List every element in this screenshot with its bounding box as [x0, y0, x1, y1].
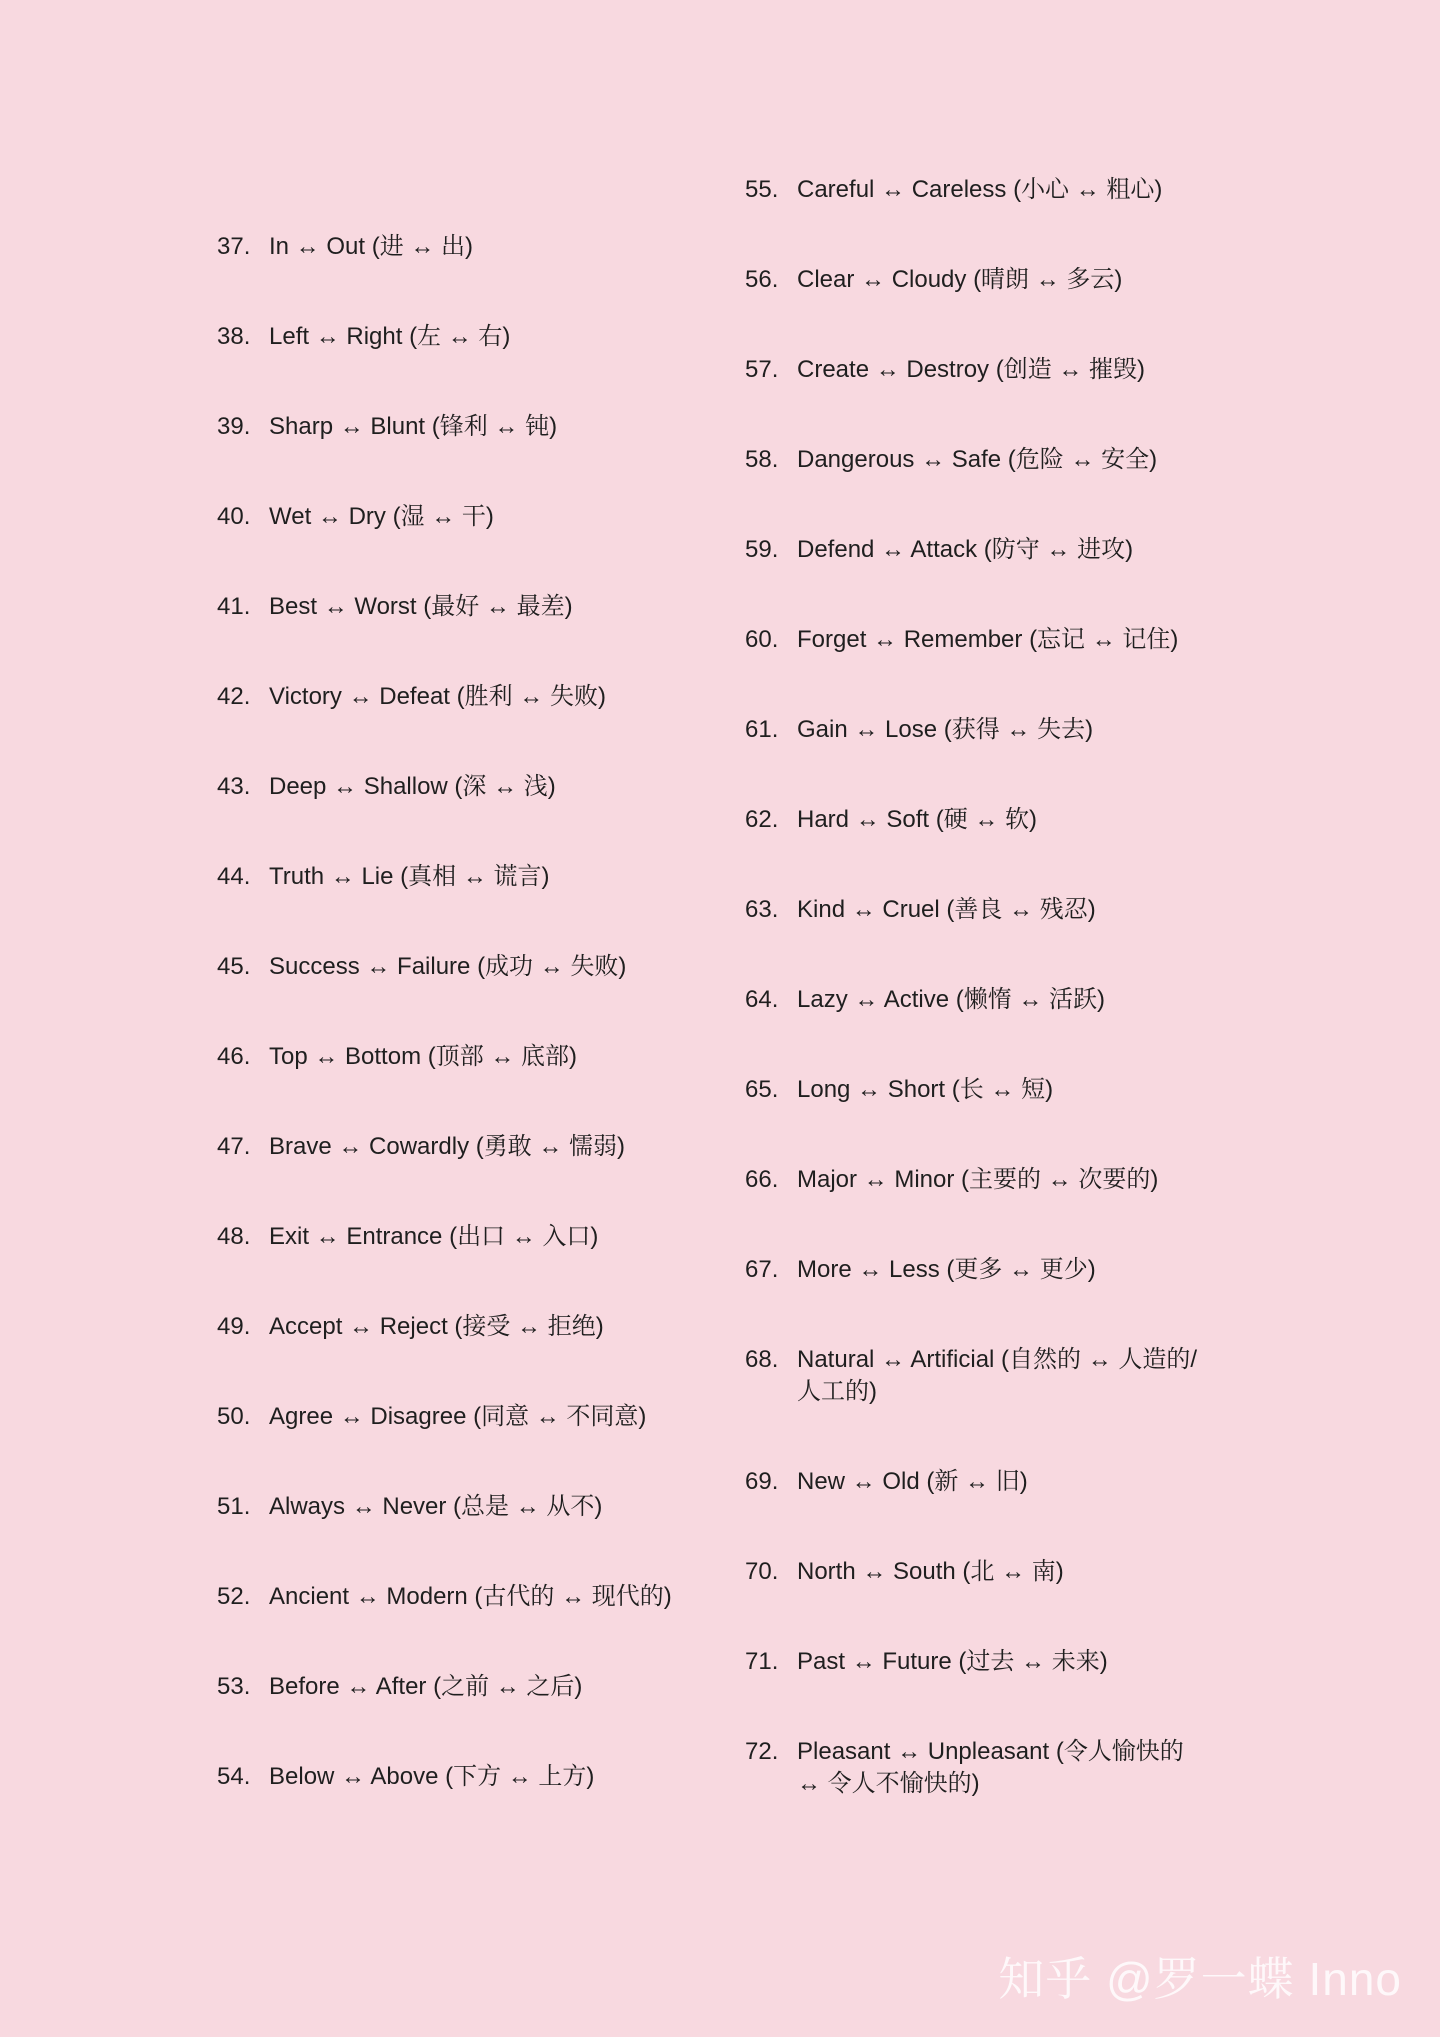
- list-item: [217, 951, 737, 983]
- list-item: [217, 1671, 737, 1703]
- list-item: [217, 681, 737, 713]
- item-number: 47.: [217, 1133, 251, 1160]
- item-text: Lazy ↔ Active (懒惰 ↔ 活跃): [797, 986, 1106, 1013]
- item-number: 72.: [745, 1738, 779, 1765]
- item-number: 42.: [217, 683, 251, 710]
- item-number: 55.: [745, 176, 779, 203]
- item-text: Kind ↔ Cruel (善良 ↔ 残忍): [797, 896, 1096, 923]
- item-number: 61.: [745, 716, 779, 743]
- item-number: 52.: [217, 1583, 251, 1610]
- item-text: Create ↔ Destroy (创造 ↔ 摧毁): [797, 356, 1146, 383]
- list-item: [217, 1041, 737, 1073]
- item-text: Clear ↔ Cloudy (晴朗 ↔ 多云): [797, 266, 1123, 293]
- item-text: Best ↔ Worst (最好 ↔ 最差): [269, 593, 573, 620]
- list-item: [217, 501, 737, 533]
- item-number: 66.: [745, 1166, 779, 1193]
- list-item: [745, 1736, 1207, 1800]
- list-item: [745, 444, 1207, 476]
- item-text: In ↔ Out (进 ↔ 出): [269, 233, 474, 260]
- item-number: 58.: [745, 446, 779, 473]
- list-item: [745, 1344, 1207, 1408]
- item-number: 60.: [745, 626, 779, 653]
- list-item: [745, 264, 1207, 296]
- list-item: [745, 984, 1207, 1016]
- item-number: 67.: [745, 1256, 779, 1283]
- item-text: Deep ↔ Shallow (深 ↔ 浅): [269, 773, 556, 800]
- list-item: [217, 861, 737, 893]
- item-text: Top ↔ Bottom (顶部 ↔ 底部): [269, 1043, 578, 1070]
- item-number: 49.: [217, 1313, 251, 1340]
- item-number: 56.: [745, 266, 779, 293]
- item-number: 54.: [217, 1763, 251, 1790]
- item-number: 57.: [745, 356, 779, 383]
- list-item: [217, 1491, 737, 1523]
- list-item: [217, 1131, 737, 1163]
- item-number: 51.: [217, 1493, 251, 1520]
- item-number: 40.: [217, 503, 251, 530]
- list-item: [217, 1311, 737, 1343]
- list-item: [745, 1466, 1207, 1498]
- list-item: [217, 591, 737, 623]
- item-number: 50.: [217, 1403, 251, 1430]
- item-number: 45.: [217, 953, 251, 980]
- list-item: [217, 1401, 737, 1433]
- item-text: Success ↔ Failure (成功 ↔ 失败): [269, 953, 627, 980]
- list-item: [745, 1556, 1207, 1588]
- item-number: 46.: [217, 1043, 251, 1070]
- item-text: Forget ↔ Remember (忘记 ↔ 记住): [797, 626, 1179, 653]
- item-number: 65.: [745, 1076, 779, 1103]
- item-number: 39.: [217, 413, 251, 440]
- item-text: Truth ↔ Lie (真相 ↔ 谎言): [269, 863, 550, 890]
- item-number: 53.: [217, 1673, 251, 1700]
- item-text: Gain ↔ Lose (获得 ↔ 失去): [797, 716, 1094, 743]
- item-number: 38.: [217, 323, 251, 350]
- item-text: Hard ↔ Soft (硬 ↔ 软): [797, 806, 1038, 833]
- list-item: [745, 804, 1207, 836]
- item-number: 68.: [745, 1346, 779, 1373]
- item-text: Sharp ↔ Blunt (锋利 ↔ 钝): [269, 413, 558, 440]
- list-item: [217, 1221, 737, 1253]
- item-text: Careful ↔ Careless (小心 ↔ 粗心): [797, 176, 1163, 203]
- item-text: Victory ↔ Defeat (胜利 ↔ 失败): [269, 683, 606, 710]
- item-text: Agree ↔ Disagree (同意 ↔ 不同意): [269, 1403, 647, 1430]
- list-item: [745, 714, 1207, 746]
- item-text: Accept ↔ Reject (接受 ↔ 拒绝): [269, 1313, 604, 1340]
- item-text: Exit ↔ Entrance (出口 ↔ 入口): [269, 1223, 599, 1250]
- item-text: Natural ↔ Artificial (自然的 ↔ 人造的/人工的): [797, 1346, 1198, 1405]
- item-text: More ↔ Less (更多 ↔ 更少): [797, 1256, 1096, 1283]
- item-number: 37.: [217, 233, 251, 260]
- item-text: New ↔ Old (新 ↔ 旧): [797, 1468, 1028, 1495]
- list-item: [745, 1074, 1207, 1106]
- item-text: Brave ↔ Cowardly (勇敢 ↔ 懦弱): [269, 1133, 626, 1160]
- item-number: 44.: [217, 863, 251, 890]
- list-item: [217, 1761, 737, 1793]
- item-number: 62.: [745, 806, 779, 833]
- item-text: Defend ↔ Attack (防守 ↔ 进攻): [797, 536, 1134, 563]
- item-text: Ancient ↔ Modern (古代的 ↔ 现代的): [269, 1583, 672, 1610]
- list-item: [745, 354, 1207, 386]
- item-text: North ↔ South (北 ↔ 南): [797, 1558, 1064, 1585]
- list-item: [745, 174, 1207, 206]
- list-item: [217, 231, 737, 263]
- list-item: [745, 534, 1207, 566]
- list-item: [745, 894, 1207, 926]
- item-text: Pleasant ↔ Unpleasant (令人愉快的 ↔ 令人不愉快的): [797, 1738, 1184, 1797]
- zhihu-watermark: 知乎 @罗一蝶 Inno: [998, 1953, 1402, 2005]
- item-number: 63.: [745, 896, 779, 923]
- list-item: [745, 1254, 1207, 1286]
- item-text: Long ↔ Short (长 ↔ 短): [797, 1076, 1054, 1103]
- list-item: [217, 321, 737, 353]
- item-text: Always ↔ Never (总是 ↔ 从不): [269, 1493, 603, 1520]
- item-text: Below ↔ Above (下方 ↔ 上方): [269, 1763, 595, 1790]
- item-number: 59.: [745, 536, 779, 563]
- list-item: [217, 771, 737, 803]
- item-number: 71.: [745, 1648, 779, 1675]
- item-number: 43.: [217, 773, 251, 800]
- item-text: Before ↔ After (之前 ↔ 之后): [269, 1673, 583, 1700]
- item-text: Dangerous ↔ Safe (危险 ↔ 安全): [797, 446, 1158, 473]
- list-item: [745, 1646, 1207, 1678]
- item-text: Major ↔ Minor (主要的 ↔ 次要的): [797, 1166, 1159, 1193]
- item-number: 64.: [745, 986, 779, 1013]
- list-item: [745, 1164, 1207, 1196]
- list-item: [217, 1581, 737, 1613]
- list-item: [745, 624, 1207, 656]
- item-text: Past ↔ Future (过去 ↔ 未来): [797, 1648, 1108, 1675]
- list-item: [217, 411, 737, 443]
- item-text: Left ↔ Right (左 ↔ 右): [269, 323, 511, 350]
- item-number: 69.: [745, 1468, 779, 1495]
- item-text: Wet ↔ Dry (湿 ↔ 干): [269, 503, 494, 530]
- item-number: 41.: [217, 593, 251, 620]
- item-number: 48.: [217, 1223, 251, 1250]
- item-number: 70.: [745, 1558, 779, 1585]
